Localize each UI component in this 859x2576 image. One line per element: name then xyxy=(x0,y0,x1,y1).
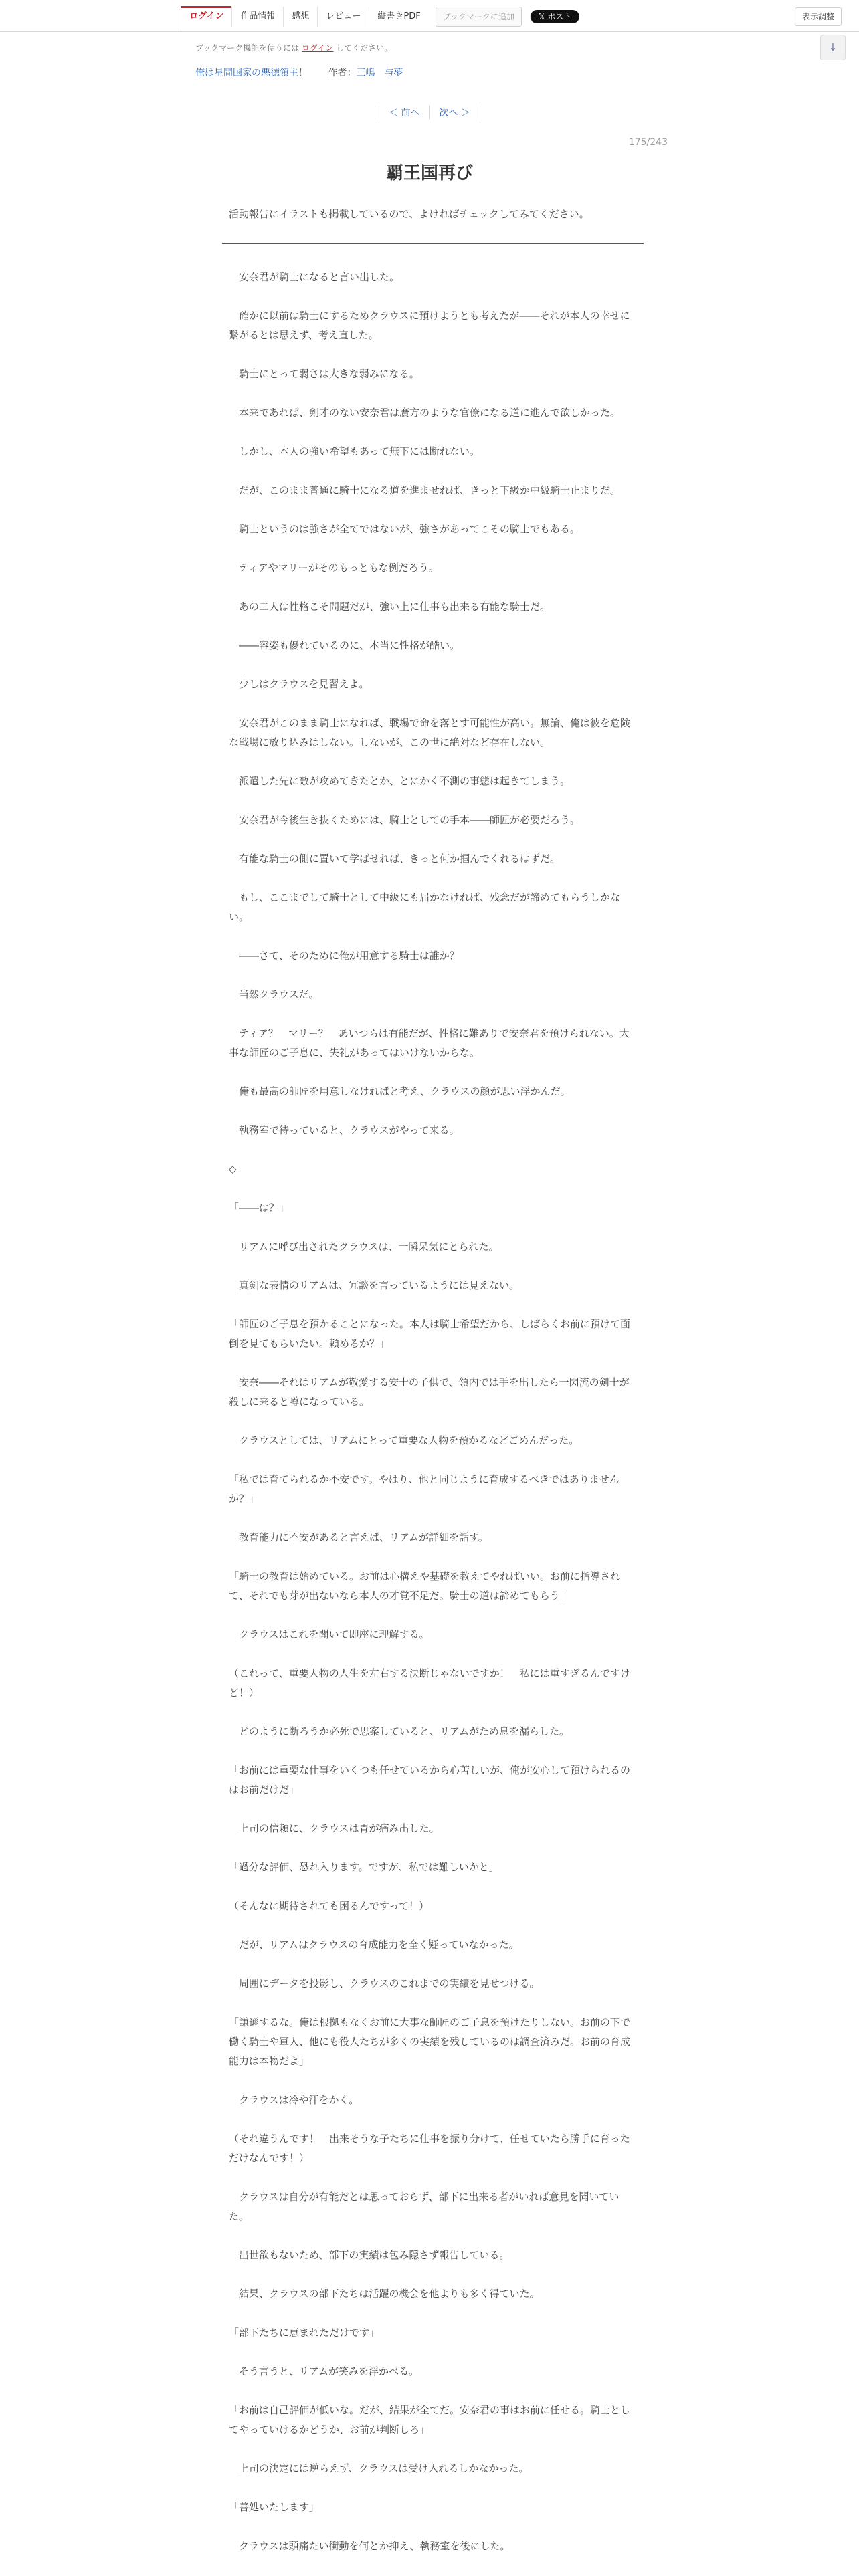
body-paragraph: 俺も最高の師匠を用意しなければと考え、クラウスの顔が思い浮かんだ。 xyxy=(229,1085,571,1097)
body-paragraph: ――容姿も優れているのに、本当に性格が酷い。 xyxy=(229,639,460,651)
body-paragraph: 上司の決定には逆らえず、クラウスは受け入れるしかなかった。 xyxy=(229,2462,529,2474)
page-number: 175/243 xyxy=(628,137,668,148)
body-paragraph: （そんなに期待されても困るんですって！） xyxy=(229,1900,430,1912)
body-paragraph: 上司の信頼に、クラウスは胃が痛み出した。 xyxy=(229,1822,440,1834)
add-bookmark-button[interactable]: ブックマークに追加 xyxy=(436,7,522,27)
preface-text: 活動報告にイラストも掲載しているので、よければチェックしてみてください。 xyxy=(229,208,589,220)
body-paragraph: 執務室で待っていると、クラウスがやって来る。 xyxy=(229,1124,460,1136)
scroll-down-icon[interactable]: ↓ xyxy=(820,35,846,60)
body-paragraph: 当然クラウスだ。 xyxy=(229,988,319,1000)
header-nav xyxy=(181,6,579,27)
body-paragraph: 「お前は自己評価が低いな。だが、結果が全てだ。安奈君の事はお前に任せる。騎士としてやっていけるかどうか、お前が判断しろ」 xyxy=(229,2404,631,2436)
body-paragraph: クラウスは冷や汗をかく。 xyxy=(229,2094,359,2106)
body-paragraph: 「お前には重要な仕事をいくつも任せているから心苦しいが、俺が安心して預けられるのはお前だけだ」 xyxy=(229,1764,631,1796)
body-paragraph: ティアやマリーがそのもっともな例だろう。 xyxy=(229,562,439,574)
body-paragraph: 「――は？」 xyxy=(229,1202,290,1214)
body-paragraph: もし、ここまでして騎士として中級にも届かなければ、残念だが諦めてもらうしかない。 xyxy=(229,891,621,923)
body-paragraph: 「師匠のご子息を預かることになった。本人は騎士希望だから、しばらくお前に預けて面倒を見てもらいたい。頼めるか？」 xyxy=(229,1318,631,1350)
prev-chapter-button[interactable]: ＜ 前へ xyxy=(379,106,429,119)
body-paragraph: クラウスはこれを聞いて即座に理解する。 xyxy=(229,1628,430,1640)
body-paragraph: リアムに呼び出されたクラウスは、一瞬呆気にとられた。 xyxy=(229,1241,499,1253)
preface-divider xyxy=(222,243,644,244)
display-settings-button[interactable]: 表示調整 xyxy=(795,7,842,26)
notice-prefix: ブックマーク機能を使うには xyxy=(195,43,302,53)
next-chapter-button[interactable]: 次へ ＞ xyxy=(430,106,480,119)
chapter-pager xyxy=(0,106,859,119)
vertical-pdf-link[interactable]: 縦書きPDF xyxy=(369,7,428,27)
body-paragraph: 真剣な表情のリアムは、冗談を言っているようには見えない。 xyxy=(229,1279,519,1291)
notice-suffix: してください。 xyxy=(333,43,393,53)
body-paragraph: 安奈君が騎士になると言い出した。 xyxy=(229,271,400,283)
body-paragraph: 安奈――それはリアムが敬愛する安士の子供で、領内では手を出したら一閃流の剣士が殺しに来ると噂になっている。 xyxy=(229,1376,630,1408)
body-paragraph: 「過分な評価、恐れ入ります。ですが、私では難しいかと」 xyxy=(229,1861,499,1873)
body-paragraph: （それ違うんです！ 出来そうな子たちに仕事を振り分けて、任せていたら勝手に育っただけなんです！） xyxy=(229,2133,630,2164)
body-paragraph: 騎士にとって弱さは大きな弱みになる。 xyxy=(229,368,419,380)
body-paragraph: 安奈君が今後生き抜くためには、騎士としての手本――師匠が必要だろう。 xyxy=(229,814,581,826)
chapter-body xyxy=(229,267,630,2575)
body-paragraph: ティア？ マリー？ あいつらは有能だが、性格に難ありで安奈君を預けられない。大事な師匠のご子息に、失礼があってはいけないからな。 xyxy=(229,1027,630,1059)
impressions-link[interactable]: 感想 xyxy=(283,7,317,27)
body-paragraph: 「部下たちに恵まれただけです」 xyxy=(229,2327,380,2339)
body-paragraph: ◇ xyxy=(229,1163,237,1175)
body-paragraph: 「騎士の教育は始めている。お前は心構えや基礎を教えてやればいい。お前に指導されて、それでも芽が出ないなら本人の才覚不足だ。騎士の道は諦めてもらう」 xyxy=(229,1570,621,1602)
chapter-title: 覇王国再び xyxy=(385,163,473,183)
novel-title-link[interactable]: 俺は星間国家の悪徳領主！ xyxy=(195,68,308,78)
body-paragraph: 本来であれば、剣才のない安奈君は廣方のような官僚になる道に進んで欲しかった。 xyxy=(229,407,621,419)
body-paragraph: （これって、重要人物の人生を左右する決断じゃないですか！ 私には重すぎるんですけど！） xyxy=(229,1667,630,1699)
body-paragraph: 結果、クラウスの部下たちは活躍の機会を他よりも多く得ていた。 xyxy=(229,2288,540,2300)
body-paragraph: 「私では育てられるか不安です。やはり、他と同じように育成するべきではありませんか？」 xyxy=(229,1473,619,1505)
body-paragraph: あの二人は性格こそ問題だが、強い上に仕事も出来る有能な騎士だ。 xyxy=(229,601,551,613)
body-paragraph: どのように断ろうか必死で思案していると、リアムがため息を漏らした。 xyxy=(229,1725,569,1737)
author-link[interactable]: 三嶋 与夢 xyxy=(356,68,403,78)
body-paragraph: そう言うと、リアムが笑みを浮かべる。 xyxy=(229,2365,419,2377)
notice-login-link[interactable]: ログイン xyxy=(301,43,334,53)
body-paragraph: 有能な騎士の側に置いて学ばせれば、きっと何か掴んでくれるはずだ。 xyxy=(229,853,561,865)
body-paragraph: 確かに以前は騎士にするためクラウスに預けようとも考えたが――それが本人の幸せに繋がるとは思えず、考え直した。 xyxy=(229,310,630,341)
body-paragraph: 派遣した先に敵が攻めてきたとか、とにかく不測の事態は起きてしまう。 xyxy=(229,775,571,787)
bookmark-notice xyxy=(195,42,392,53)
body-paragraph: しかし、本人の強い希望もあって無下には断れない。 xyxy=(229,445,480,457)
body-paragraph: だが、リアムはクラウスの育成能力を全く疑っていなかった。 xyxy=(229,1939,519,1951)
body-paragraph: 教育能力に不安があると言えば、リアムが詳細を話す。 xyxy=(229,1531,488,1543)
body-paragraph: 出世欲もないため、部下の実績は包み隠さず報告している。 xyxy=(229,2249,510,2261)
body-paragraph: 少しはクラウスを見習えよ。 xyxy=(229,678,369,690)
body-paragraph: だが、このまま普通に騎士になる道を進ませれば、きっと下級か中級騎士止まりだ。 xyxy=(229,484,621,496)
x-post-button[interactable]: 𝕏 ポスト xyxy=(530,10,579,23)
body-paragraph: 安奈君がこのまま騎士になれば、戦場で命を落とす可能性が高い。無論、俺は彼を危険な戦場に放り込みはしない。しないが、この世に絶対など存在しない。 xyxy=(229,717,631,748)
author-label: 作者： xyxy=(328,68,357,78)
body-paragraph: クラウスは自分が有能だとは思っておらず、部下に出来る者がいれば意見を聞いていた。 xyxy=(229,2191,619,2222)
body-paragraph: クラウスとしては、リアムにとって重要な人物を預かるなどごめんだった。 xyxy=(229,1434,579,1446)
body-paragraph: 周囲にデータを投影し、クラウスのこれまでの実績を見せつける。 xyxy=(229,1977,540,1990)
login-link[interactable]: ログイン xyxy=(181,6,231,28)
novel-info xyxy=(195,66,403,79)
site-header xyxy=(0,0,859,32)
body-paragraph: ――さて、そのために俺が用意する騎士は誰か？ xyxy=(229,950,460,962)
work-info-link[interactable]: 作品情報 xyxy=(231,7,283,27)
body-paragraph: クラウスは頭痛たい衝動を何とか抑え、執務室を後にした。 xyxy=(229,2540,510,2552)
body-paragraph: 「善処いたします」 xyxy=(229,2501,320,2513)
body-paragraph: 騎士というのは強さが全てではないが、強さがあってこその騎士でもある。 xyxy=(229,523,580,535)
review-link[interactable]: レビュー xyxy=(317,7,369,27)
body-paragraph: 「謙遜するな。俺は根拠もなくお前に大事な師匠のご子息を預けたりしない。お前の下で働く騎士や軍人、他にも役人たちが多くの実績を残しているのは調査済みだ。お前の育成能力は本物だよ」 xyxy=(229,2016,631,2067)
